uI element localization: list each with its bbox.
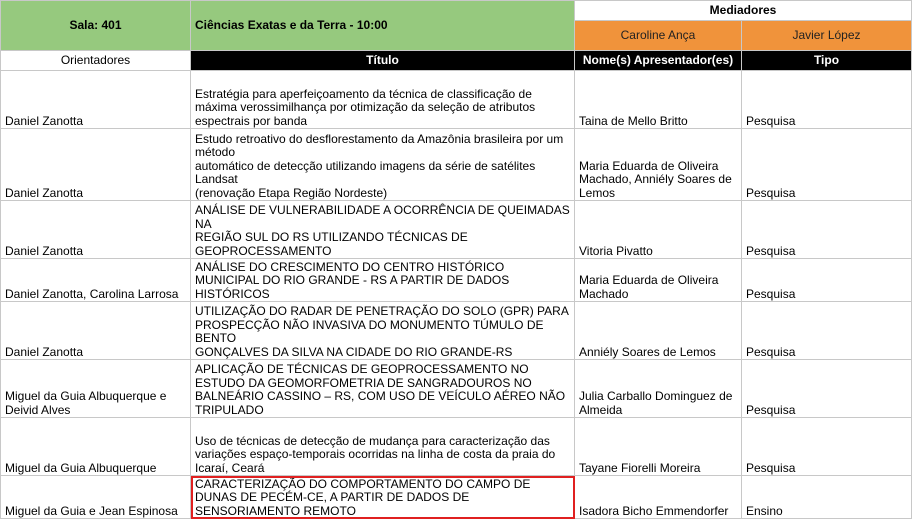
orientador-cell[interactable]: Miguel da Guia Albuquerque e Deivid Alves <box>1 360 191 418</box>
table-row <box>1 360 912 418</box>
tipo-cell[interactable]: Pesquisa <box>742 360 912 418</box>
orientador-cell[interactable]: Miguel da Guia Albuquerque <box>1 418 191 476</box>
table-row <box>1 302 912 360</box>
table-row <box>1 259 912 302</box>
area-cell[interactable]: Ciências Exatas e da Terra - 10:00 <box>191 1 575 51</box>
column-header-titulo[interactable]: Título <box>191 51 575 71</box>
mediator-1[interactable]: Caroline Ança <box>575 21 742 51</box>
column-header-apresentador[interactable]: Nome(s) Apresentador(es) <box>575 51 742 71</box>
column-header-tipo[interactable]: Tipo <box>742 51 912 71</box>
apresentador-cell[interactable]: Vitoria Pivatto <box>575 201 742 259</box>
column-header-orientadores[interactable]: Orientadores <box>1 51 191 71</box>
orientador-cell[interactable]: Daniel Zanotta <box>1 129 191 201</box>
orientador-cell[interactable]: Daniel Zanotta, Carolina Larrosa <box>1 259 191 302</box>
table-row <box>1 476 912 519</box>
orientador-cell[interactable]: Daniel Zanotta <box>1 201 191 259</box>
tipo-cell[interactable]: Pesquisa <box>742 259 912 302</box>
tipo-cell[interactable]: Pesquisa <box>742 71 912 129</box>
mediator-2[interactable]: Javier López <box>742 21 912 51</box>
table-row <box>1 201 912 259</box>
table-row <box>1 418 912 476</box>
orientador-cell[interactable]: Miguel da Guia e Jean Espinosa <box>1 476 191 519</box>
tipo-cell[interactable]: Pesquisa <box>742 418 912 476</box>
tipo-cell[interactable]: Pesquisa <box>742 129 912 201</box>
apresentador-cell[interactable]: Taina de Mello Britto <box>575 71 742 129</box>
titulo-cell[interactable]: Estratégia para aperfeiçoamento da técnica de classificação de máxima verossimilhança por otimização da seleção de atributos espectrais por banda <box>191 71 575 129</box>
apresentador-cell[interactable]: Isadora Bicho Emmendorfer <box>575 476 742 519</box>
apresentador-cell[interactable]: Maria Eduarda de Oliveira Machado, Anniély Soares de Lemos <box>575 129 742 201</box>
table-row <box>1 71 912 129</box>
table-row <box>1 129 912 201</box>
titulo-cell[interactable]: ANÁLISE DO CRESCIMENTO DO CENTRO HISTÓRICO MUNICIPAL DO RIO GRANDE - RS A PARTIR DE DADOS HISTÓRICOS <box>191 259 575 302</box>
room-cell[interactable]: Sala: 401 <box>1 1 191 51</box>
apresentador-cell[interactable]: Anniély Soares de Lemos <box>575 302 742 360</box>
titulo-cell[interactable]: APLICAÇÃO DE TÉCNICAS DE GEOPROCESSAMENTO NO ESTUDO DA GEOMORFOMETRIA DE SANGRADOUROS NO BALNEÁRIO CASSINO – RS, COM USO DE VEÍCULO AÉREO NÃO TRIPULADO <box>191 360 575 418</box>
mediators-label[interactable]: Mediadores <box>575 1 912 21</box>
titulo-cell[interactable]: Estudo retroativo do desflorestamento da Amazônia brasileira por um método automático de detecção utilizando imagens da série de satélites Landsat (renovação Etapa Região Nordeste) <box>191 129 575 201</box>
tipo-cell[interactable]: Ensino <box>742 476 912 519</box>
apresentador-cell[interactable]: Tayane Fiorelli Moreira <box>575 418 742 476</box>
apresentador-cell[interactable]: Maria Eduarda de Oliveira Machado <box>575 259 742 302</box>
orientador-cell[interactable]: Daniel Zanotta <box>1 71 191 129</box>
titulo-cell[interactable]: ANÁLISE DE VULNERABILIDADE A OCORRÊNCIA DE QUEIMADAS NA REGIÃO SUL DO RS UTILIZANDO TÉCNICAS DE GEOPROCESSAMENTO <box>191 201 575 259</box>
titulo-cell[interactable]: UTILIZAÇÃO DO RADAR DE PENETRAÇÃO DO SOLO (GPR) PARA PROSPECÇÃO NÃO INVASIVA DO MONUMENTO TÚMULO DE BENTO GONÇALVES DA SILVA NA CIDADE DO RIO GRANDE-RS <box>191 302 575 360</box>
tipo-cell[interactable]: Pesquisa <box>742 302 912 360</box>
tipo-cell[interactable]: Pesquisa <box>742 201 912 259</box>
apresentador-cell[interactable]: Julia Carballo Dominguez de Almeida <box>575 360 742 418</box>
orientador-cell[interactable]: Daniel Zanotta <box>1 302 191 360</box>
titulo-cell-selected[interactable]: CARACTERIZAÇÃO DO COMPORTAMENTO DO CAMPO DE DUNAS DE PECÉM-CE, A PARTIR DE DADOS DE SENSORIAMENTO REMOTO <box>191 476 575 519</box>
titulo-cell[interactable]: Uso de técnicas de detecção de mudança para caracterização das variações espaço-temporais ocorridas na linha de costa da praia do Icaraí, Ceará <box>191 418 575 476</box>
